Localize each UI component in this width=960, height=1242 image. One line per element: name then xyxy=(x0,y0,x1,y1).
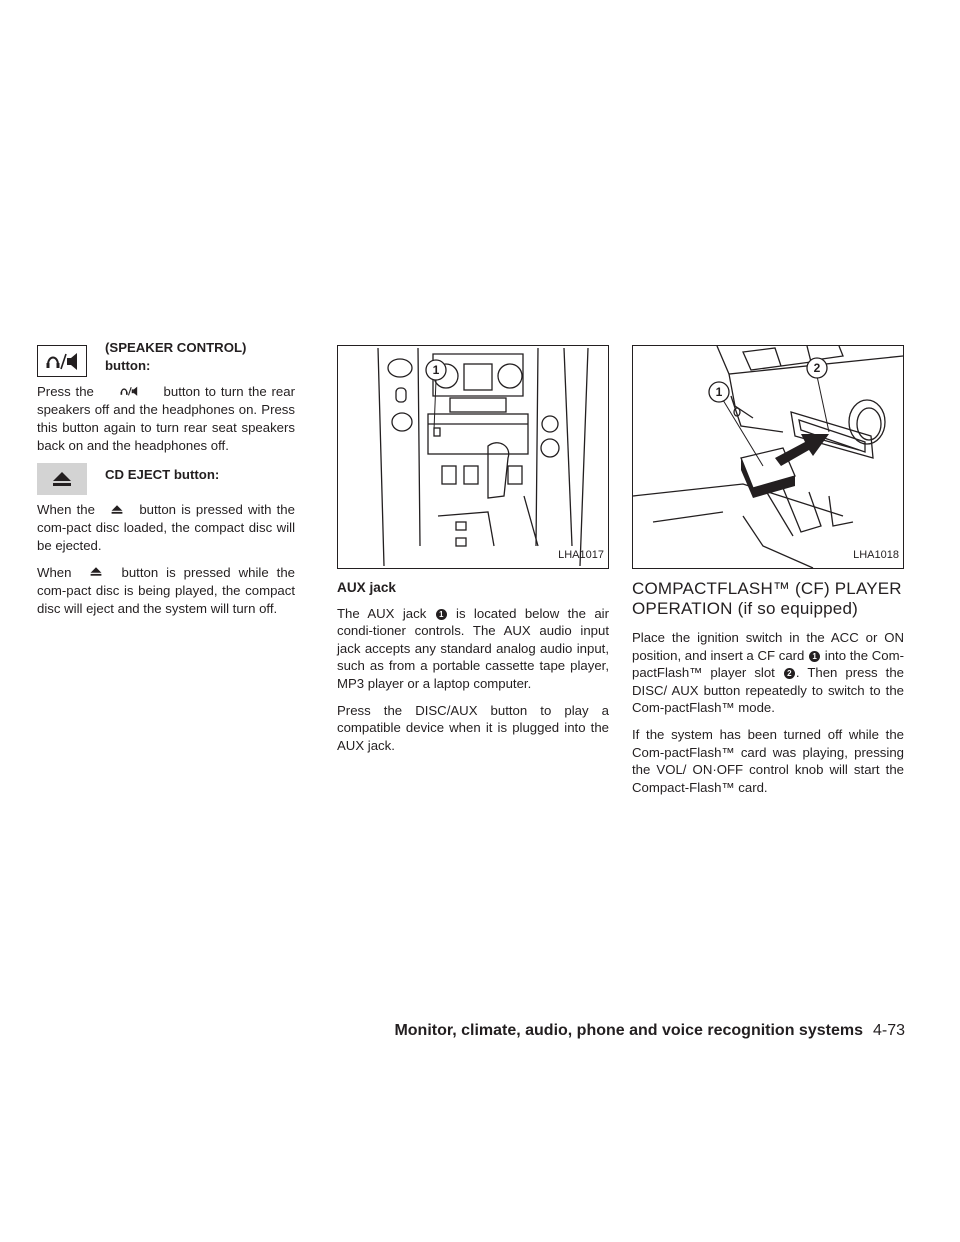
footer-section-title: Monitor, climate, audio, phone and voice recognition systems xyxy=(394,1022,863,1039)
callout-2: 2 xyxy=(813,361,821,375)
cd-eject-text-2: When button is pressed while the com-pact disc is being played, the compact disc will eject and the system will turn off. xyxy=(37,564,295,616)
eject-inline-icon xyxy=(100,502,134,520)
compactflash-text-2: If the system has been turned off while the Com-pactFlash™ card was playing, pressing the VOL/ ON·OFF control knob will start the Compact-Flash™ card. xyxy=(632,726,904,795)
speaker-control-text: Press the button to turn the rear speakers off and the headphones on. Press this button again to turn rear seat speakers back on and the headphones off. xyxy=(37,384,295,453)
cd-eject-title: CD EJECT button: xyxy=(105,467,220,483)
middle-column xyxy=(337,345,609,763)
eject-inline-icon xyxy=(79,564,113,582)
eject-icon xyxy=(37,463,87,495)
callout-marker-1: 1 xyxy=(436,609,447,620)
speaker-control-title: (SPEAKER CONTROL) button: xyxy=(105,340,247,373)
callout-marker-2: 2 xyxy=(784,668,795,679)
page-number: 4-73 xyxy=(872,1022,905,1039)
cd-eject-text-1: When the button is pressed with the com-pact disc loaded, the compact disc will be ejected. xyxy=(37,502,295,553)
compactflash-illustration xyxy=(633,346,903,568)
speaker-control-icon xyxy=(37,345,87,377)
compactflash-text-1: Place the ignition switch in the ACC or ON position, and insert a CF card 1 into the Com-pactFlash™ player slot 2 . Then press the DISC/ AUX button repeatedly to switch to the Com-pactFlash™ mode. xyxy=(632,630,905,716)
callout-1: 1 xyxy=(432,363,440,377)
aux-jack-figure xyxy=(337,345,609,569)
aux-jack-illustration xyxy=(338,346,608,568)
compactflash-heading: COMPACTFLASH™ (CF) PLAYER OPERATION (if so equipped) xyxy=(632,579,902,618)
callout-marker-1: 1 xyxy=(809,651,820,662)
aux-jack-text-1: The AUX jack 1 is located below the air condi-tioner controls. The AUX audio input jack accepts any standard analog audio input, such as from a portable cassette tape player, MP3 player or a laptop computer. xyxy=(337,605,609,691)
aux-jack-text-2: Press the DISC/AUX button to play a compatible device when it is plugged into the AUX jack. xyxy=(337,702,609,753)
speaker-control-heading xyxy=(37,340,295,377)
compactflash-figure xyxy=(632,345,904,569)
figure-caption: LHA1018 xyxy=(853,549,899,562)
left-column xyxy=(37,340,295,626)
aux-jack-heading: AUX jack xyxy=(337,580,396,595)
speaker-control-inline-icon xyxy=(99,384,159,402)
right-column xyxy=(632,345,904,805)
figure-caption: LHA1017 xyxy=(558,549,604,562)
page-footer xyxy=(394,1022,905,1040)
cd-eject-heading xyxy=(37,463,295,495)
callout-1: 1 xyxy=(715,385,723,399)
